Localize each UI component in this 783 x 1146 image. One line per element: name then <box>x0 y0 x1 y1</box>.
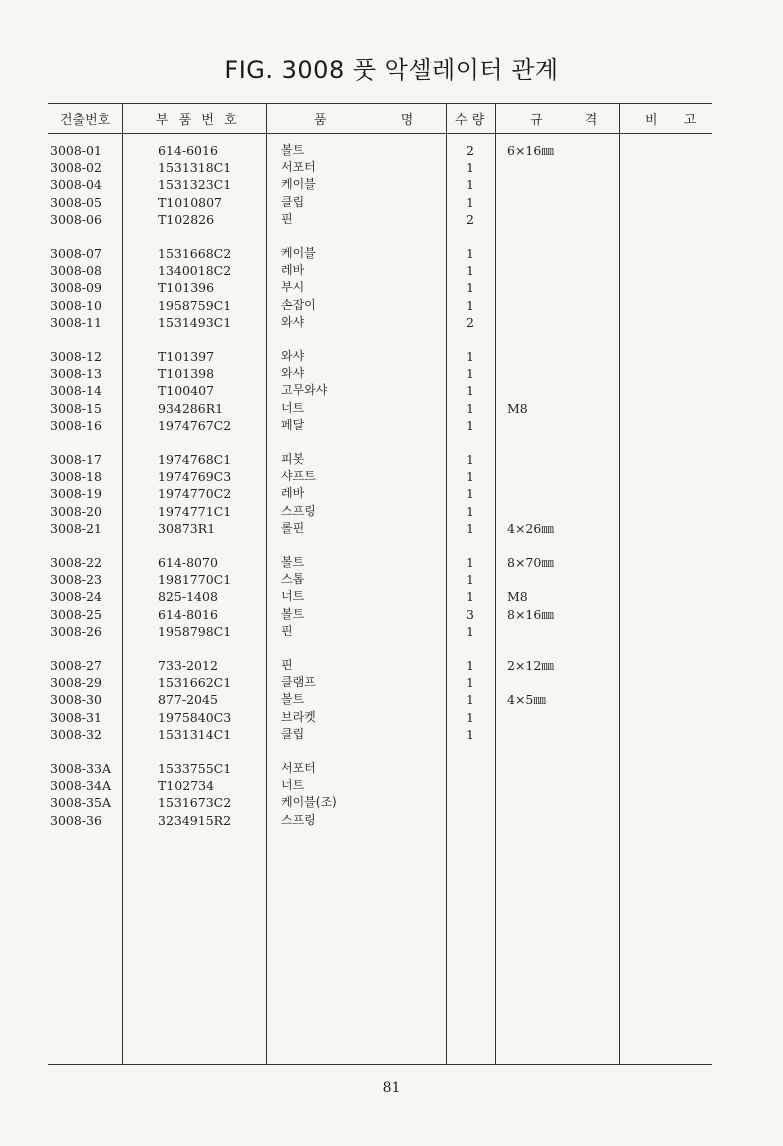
cell-spec: 4×26㎜ <box>507 520 554 536</box>
cell-no: 3008-29 <box>50 675 102 691</box>
cell-name: 클램프 <box>281 675 316 690</box>
table-row <box>0 623 783 640</box>
table-row <box>0 262 783 279</box>
table-row <box>0 297 783 314</box>
cell-part: 30873R1 <box>158 520 216 536</box>
cell-spec: 6×16㎜ <box>507 143 554 158</box>
cell-qty: 1 <box>466 555 474 570</box>
cell-part: 1531318C1 <box>158 160 232 176</box>
cell-part: 825-1408 <box>158 589 218 605</box>
cell-qty: 1 <box>466 366 474 382</box>
table-row <box>0 365 783 382</box>
cell-part: 1974768C1 <box>158 452 232 467</box>
table-row <box>0 503 783 520</box>
cell-spec: 2×12㎜ <box>507 658 554 673</box>
cell-part: 1981770C1 <box>158 572 232 588</box>
cell-name: 클립 <box>281 726 305 741</box>
table-top-rule <box>48 103 712 104</box>
cell-part: 1531493C1 <box>158 314 232 330</box>
table-row <box>0 417 783 434</box>
cell-qty: 1 <box>466 726 474 742</box>
cell-name: 레바 <box>281 486 305 501</box>
table-row <box>0 382 783 399</box>
table-row <box>0 468 783 485</box>
table-row <box>0 451 783 468</box>
cell-name: 볼트 <box>281 143 305 157</box>
table-row <box>0 554 783 571</box>
cell-part: 614-8070 <box>158 555 218 570</box>
table-row <box>0 588 783 605</box>
page-number: 81 <box>382 1080 401 1096</box>
cell-name: 스프링 <box>281 812 316 827</box>
cell-no: 3008-13 <box>50 366 102 382</box>
cell-qty: 2 <box>466 211 474 227</box>
page-title: FIG. 3008 풋 악셀레이터 관계 <box>224 56 559 84</box>
cell-name: 클립 <box>281 194 305 209</box>
table-row <box>0 760 783 777</box>
table-row <box>0 674 783 691</box>
cell-no: 3008-09 <box>50 280 102 296</box>
table-row <box>0 571 783 588</box>
cell-name: 와샤 <box>281 314 305 329</box>
cell-name: 롤핀 <box>281 520 305 535</box>
table-row <box>0 657 783 674</box>
cell-no: 3008-05 <box>50 194 102 210</box>
cell-qty: 1 <box>466 503 474 519</box>
cell-no: 3008-07 <box>50 246 102 261</box>
cell-qty: 1 <box>466 572 474 588</box>
header-part: 부 품 번 호 <box>156 113 240 128</box>
cell-name: 부시 <box>281 280 305 295</box>
cell-qty: 1 <box>466 297 474 313</box>
cell-part: 1340018C2 <box>158 263 232 279</box>
cell-qty: 1 <box>466 623 474 639</box>
table-row <box>0 194 783 211</box>
cell-no: 3008-08 <box>50 263 102 279</box>
cell-spec: M8 <box>507 589 528 605</box>
header-spec: 규 격 <box>530 113 598 128</box>
table-row <box>0 314 783 331</box>
table-row <box>0 726 783 743</box>
cell-qty: 1 <box>466 349 474 364</box>
cell-no: 3008-25 <box>50 606 102 622</box>
cell-part: T101398 <box>158 366 215 382</box>
cell-part: T100407 <box>158 383 215 399</box>
cell-qty: 1 <box>466 194 474 210</box>
cell-part: 1531668C2 <box>158 246 232 261</box>
cell-no: 3008-32 <box>50 726 102 742</box>
cell-qty: 1 <box>466 520 474 536</box>
cell-part: 1974767C2 <box>158 417 232 433</box>
cell-part: 1531673C2 <box>158 795 232 811</box>
cell-qty: 1 <box>466 417 474 433</box>
cell-qty: 1 <box>466 280 474 296</box>
cell-name: 스프링 <box>281 503 316 518</box>
table-bottom-rule <box>48 1064 712 1065</box>
cell-qty: 1 <box>466 263 474 279</box>
cell-spec: 8×70㎜ <box>507 555 554 570</box>
cell-qty: 1 <box>466 383 474 399</box>
cell-no: 3008-06 <box>50 211 102 227</box>
cell-part: 614-8016 <box>158 606 218 622</box>
cell-no: 3008-16 <box>50 417 102 433</box>
cell-no: 3008-12 <box>50 349 102 364</box>
cell-qty: 1 <box>466 469 474 485</box>
cell-no: 3008-23 <box>50 572 102 588</box>
cell-no: 3008-31 <box>50 709 102 725</box>
cell-name: 피봇 <box>281 452 305 466</box>
cell-part: 1531314C1 <box>158 726 232 742</box>
cell-name: 와샤 <box>281 366 305 381</box>
cell-part: T101397 <box>158 349 215 364</box>
cell-qty: 1 <box>466 452 474 467</box>
cell-no: 3008-18 <box>50 469 102 485</box>
table-row <box>0 777 783 794</box>
cell-spec: 8×16㎜ <box>507 606 554 622</box>
cell-qty: 1 <box>466 589 474 605</box>
cell-name: 볼트 <box>281 555 305 569</box>
cell-no: 3008-15 <box>50 400 102 416</box>
cell-qty: 1 <box>466 658 474 673</box>
cell-no: 3008-04 <box>50 177 102 193</box>
cell-qty: 1 <box>466 160 474 176</box>
cell-no: 3008-21 <box>50 520 102 536</box>
cell-qty: 1 <box>466 486 474 502</box>
cell-part: T102734 <box>158 778 215 794</box>
cell-part: T101396 <box>158 280 215 296</box>
cell-qty: 1 <box>466 692 474 708</box>
header-name: 품 명 <box>314 113 414 128</box>
cell-part: 877-2045 <box>158 692 218 708</box>
cell-qty: 3 <box>466 606 474 622</box>
cell-name: 고무와샤 <box>281 383 328 398</box>
cell-part: 934286R1 <box>158 400 224 416</box>
table-row <box>0 279 783 296</box>
cell-no: 3008-19 <box>50 486 102 502</box>
cell-no: 3008-34A <box>50 778 111 794</box>
cell-name: 핀 <box>281 211 293 226</box>
cell-name: 레바 <box>281 263 305 278</box>
cell-part: 1958798C1 <box>158 623 232 639</box>
cell-name: 페달 <box>281 417 305 432</box>
cell-no: 3008-20 <box>50 503 102 519</box>
cell-no: 3008-24 <box>50 589 102 605</box>
cell-part: 733-2012 <box>158 658 218 673</box>
cell-part: 1975840C3 <box>158 709 232 725</box>
cell-no: 3008-11 <box>50 314 102 330</box>
cell-part: 614-6016 <box>158 143 218 158</box>
table-row <box>0 142 783 159</box>
table-row <box>0 691 783 708</box>
cell-no: 3008-01 <box>50 143 102 158</box>
cell-no: 3008-36 <box>50 812 102 828</box>
cell-name: 핀 <box>281 623 293 638</box>
cell-part: 1958759C1 <box>158 297 232 313</box>
cell-qty: 2 <box>466 314 474 330</box>
cell-name: 볼트 <box>281 606 305 621</box>
cell-part: 3234915R2 <box>158 812 232 828</box>
cell-no: 3008-35A <box>50 795 111 811</box>
cell-name: 샤프트 <box>281 469 316 484</box>
cell-spec: 4×5㎜ <box>507 692 546 708</box>
table-row <box>0 211 783 228</box>
cell-qty: 2 <box>466 143 474 158</box>
cell-no: 3008-02 <box>50 160 102 176</box>
cell-name: 케이블(조) <box>281 795 337 810</box>
table-row <box>0 606 783 623</box>
cell-name: 너트 <box>281 589 305 604</box>
cell-name: 서포터 <box>281 160 316 175</box>
cell-qty: 1 <box>466 177 474 193</box>
cell-part: T1010807 <box>158 194 223 210</box>
table-row <box>0 176 783 193</box>
table-row <box>0 709 783 726</box>
header-no: 건출번호 <box>60 113 111 128</box>
cell-no: 3008-22 <box>50 555 102 570</box>
cell-part: 1533755C1 <box>158 761 232 776</box>
table-row <box>0 245 783 262</box>
table-row <box>0 485 783 502</box>
cell-no: 3008-33A <box>50 761 111 776</box>
cell-qty: 1 <box>466 400 474 416</box>
cell-part: 1531323C1 <box>158 177 232 193</box>
cell-name: 너트 <box>281 400 305 415</box>
table-row <box>0 812 783 829</box>
cell-no: 3008-27 <box>50 658 102 673</box>
table-row <box>0 348 783 365</box>
cell-name: 스톱 <box>281 572 305 587</box>
cell-no: 3008-10 <box>50 297 102 313</box>
cell-no: 3008-14 <box>50 383 102 399</box>
header-remark: 비 고 <box>645 113 697 128</box>
table-row <box>0 159 783 176</box>
cell-part: 1974771C1 <box>158 503 232 519</box>
cell-qty: 1 <box>466 246 474 261</box>
cell-no: 3008-30 <box>50 692 102 708</box>
cell-spec: M8 <box>507 400 528 416</box>
cell-qty: 1 <box>466 675 474 691</box>
cell-name: 너트 <box>281 778 305 793</box>
cell-part: 1531662C1 <box>158 675 232 691</box>
cell-name: 와샤 <box>281 349 305 363</box>
cell-name: 볼트 <box>281 692 305 707</box>
table-row <box>0 400 783 417</box>
cell-name: 케이블 <box>281 177 316 192</box>
cell-part: 1974769C3 <box>158 469 232 485</box>
cell-name: 핀 <box>281 658 293 672</box>
table-row <box>0 520 783 537</box>
header-qty: 수 량 <box>455 113 485 128</box>
cell-name: 브라켓 <box>281 709 316 724</box>
table-header-rule <box>48 133 712 134</box>
cell-no: 3008-17 <box>50 452 102 467</box>
cell-part: T102826 <box>158 211 215 227</box>
cell-no: 3008-26 <box>50 623 102 639</box>
cell-name: 서포터 <box>281 761 316 775</box>
cell-name: 케이블 <box>281 246 316 260</box>
cell-qty: 1 <box>466 709 474 725</box>
table-row <box>0 794 783 811</box>
cell-name: 손잡이 <box>281 297 316 312</box>
cell-part: 1974770C2 <box>158 486 232 502</box>
